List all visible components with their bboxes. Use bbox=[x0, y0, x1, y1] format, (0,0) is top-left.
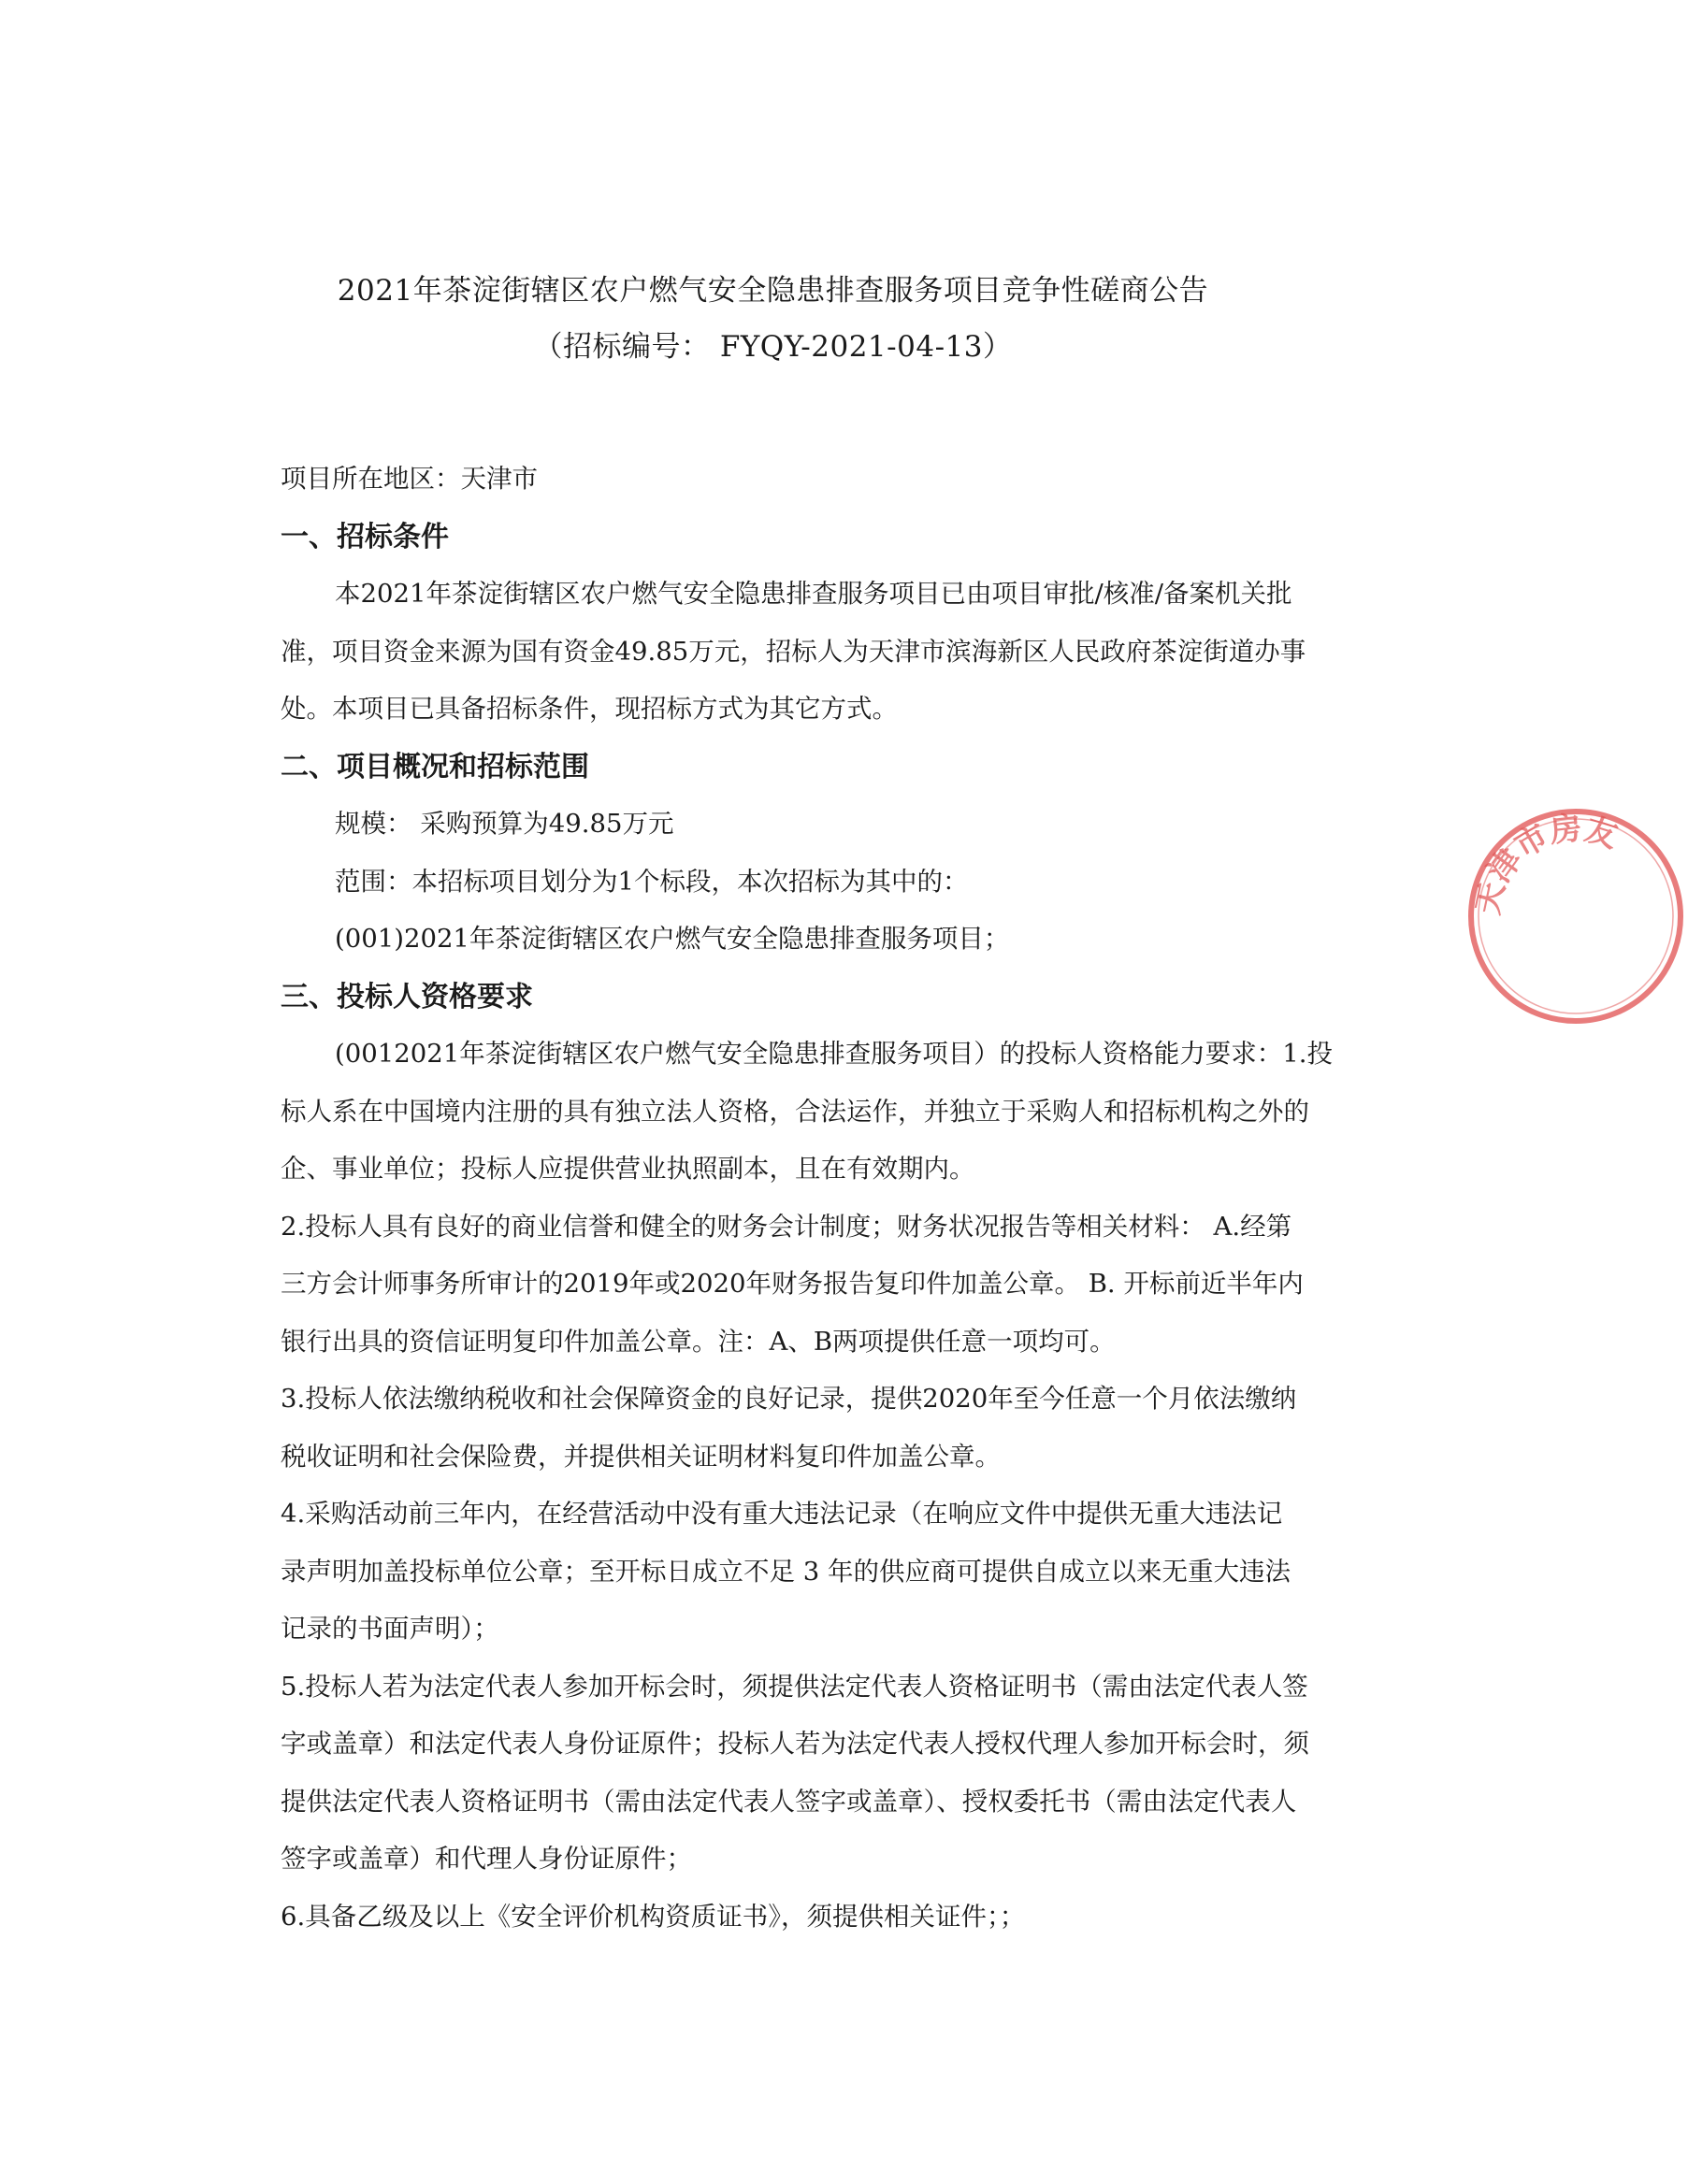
paragraph-line: 本2021年茶淀街辖区农户燃气安全隐患排查服务项目已由项目审批/核准/备案机关批 bbox=[335, 579, 1292, 609]
paragraph-line: 2.投标人具有良好的商业信誉和健全的财务会计制度；财务状况报告等相关材料： A.经第 bbox=[281, 1211, 1292, 1242]
document-body bbox=[281, 451, 1333, 1946]
document-title: 2021年茶淀街辖区农户燃气安全隐患排查服务项目竞争性磋商公告 bbox=[337, 274, 1209, 308]
paragraph-line: 6.具备乙级及以上《安全评价机构资质证书》，须提供相关证件；； bbox=[281, 1901, 1026, 1932]
project-location: 项目所在地区：天津市 bbox=[281, 464, 538, 494]
official-seal-stamp bbox=[1464, 804, 1688, 1028]
tender-number: （招标编号： FYQY-2021-04-13） bbox=[533, 330, 1013, 364]
project-lot: (001)2021年茶淀街辖区农户燃气安全隐患排查服务项目； bbox=[335, 924, 1010, 954]
paragraph-line: 记录的书面声明）； bbox=[281, 1614, 499, 1644]
paragraph-line: 标人系在中国境内注册的具有独立法人资格，合法运作，并独立于采购人和招标机构之外的 bbox=[281, 1096, 1309, 1127]
svg-text:天津市房友: 天津市房友 bbox=[1468, 809, 1623, 918]
paragraph-line: 3.投标人依法缴纳税收和社会保障资金的良好记录，提供2020年至今任意一个月依法缴纳 bbox=[281, 1384, 1297, 1414]
paragraph-line: 准，项目资金来源为国有资金49.85万元，招标人为天津市滨海新区人民政府茶淀街道办事 bbox=[281, 636, 1306, 667]
section-heading-tender-conditions: 一、招标条件 bbox=[281, 520, 449, 553]
paragraph-line: 银行出具的资信证明复印件加盖公章。注：A、B两项提供任意一项均可。 bbox=[281, 1326, 1116, 1357]
paragraph-line: 签字或盖章）和代理人身份证原件； bbox=[281, 1844, 692, 1874]
paragraph-line: (0012021年茶淀街辖区农户燃气安全隐患排查服务项目）的投标人资格能力要求：1.投 bbox=[335, 1039, 1333, 1069]
paragraph-line: 处。本项目已具备招标条件，现招标方式为其它方式。 bbox=[281, 694, 898, 724]
project-scale: 规模： 采购预算为49.85万元 bbox=[335, 809, 674, 839]
project-scope: 范围：本招标项目划分为1个标段，本次招标为其中的： bbox=[335, 866, 969, 897]
section-heading-project-overview: 二、项目概况和招标范围 bbox=[281, 750, 589, 783]
paragraph-line: 税收证明和社会保险费，并提供相关证明材料复印件加盖公章。 bbox=[281, 1441, 1001, 1472]
paragraph-line: 提供法定代表人资格证明书（需由法定代表人签字或盖章）、授权委托书（需由法定代表人 bbox=[281, 1786, 1297, 1817]
section-heading-bidder-qualifications: 三、投标人资格要求 bbox=[281, 980, 533, 1013]
paragraph-line: 4.采购活动前三年内，在经营活动中没有重大违法记录（在响应文件中提供无重大违法记 bbox=[281, 1499, 1283, 1529]
paragraph-line: 字或盖章）和法定代表人身份证原件；投标人若为法定代表人授权代理人参加开标会时，须 bbox=[281, 1729, 1309, 1759]
paragraph-line: 5.投标人若为法定代表人参加开标会时，须提供法定代表人资格证明书（需由法定代表人签 bbox=[281, 1671, 1308, 1702]
paragraph-line: 录声明加盖投标单位公章；至开标日成立不足 3 年的供应商可提供自成立以来无重大违法 bbox=[281, 1556, 1291, 1587]
paragraph-line: 三方会计师事务所审计的2019年或2020年财务报告复印件加盖公章。 B. 开标前近半年内 bbox=[281, 1269, 1304, 1299]
paragraph-line: 企、事业单位；投标人应提供营业执照副本，且在有效期内。 bbox=[281, 1154, 975, 1184]
